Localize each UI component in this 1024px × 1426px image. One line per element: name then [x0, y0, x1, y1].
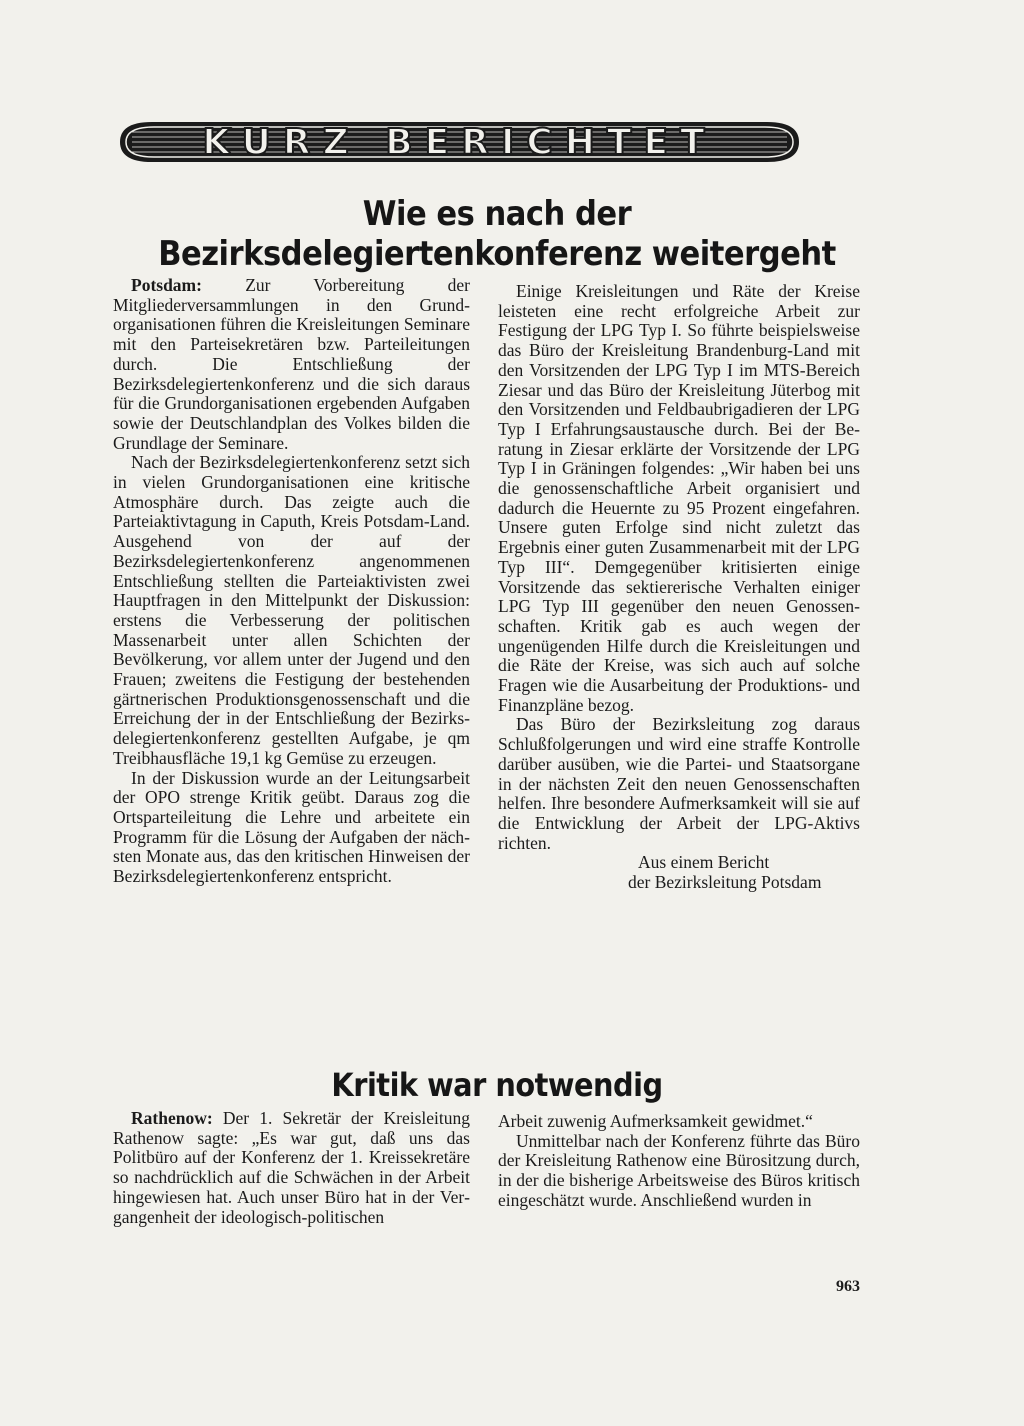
- article1-title-line1: Wie es nach der: [362, 194, 632, 234]
- article1-signature-line1: Aus einem Bericht: [638, 852, 770, 873]
- article1-column-left: [113, 276, 470, 887]
- article2-column-right: [498, 1112, 860, 1211]
- article2-paragraph: Der 1. Sekretär der Kreisleitung Rathenow sagte: „Es war gut, daß uns das Politbüro auf der Konferenz der 1. Kreissekretäre so nachdrücklich auf die Schwächen in der Arbeit hingewiesen hat. Auch unser Büro hat in der Vergangenheit der ideologisch-politischen: [113, 1108, 470, 1227]
- article1-title-line2: Bezirksdelegiertenkonferenz weitergeht: [158, 234, 836, 274]
- article1-signature-line2: der Bezirksleitung Potsdam: [628, 872, 822, 893]
- article2-location: Rathenow:: [131, 1108, 213, 1128]
- article1-paragraph: Das Büro der Bezirksleitung zog daraus Schlußfolgerungen und wird eine straffe Kontrolle darüber ausüben, wie die Partei- und Staatsorgane in der nächsten Zeit den neuen Genossenschaften helfen. Ihre besondere Aufmerksamkeit will sie auf die Entwicklung der Arbeit der LPG-Aktivs richten.: [498, 714, 860, 853]
- section-banner: [112, 118, 807, 166]
- article1-column-right: [498, 282, 860, 893]
- article1-location: Potsdam:: [131, 275, 202, 295]
- article1-paragraph: Einige Kreisleitungen und Räte der Kreise leisteten eine recht erfolgreiche Arbeit zur Festigung der LPG Typ I. So führte beispielsweise das Büro der Kreisleitung Brandenburg-Land mit den Vorsitzenden der LPG Typ I im MTS-Bereich Ziesar und das Büro der Kreisleitung Jüterbog mit den Vorsitzenden und Feldbaubrigadieren der LPG Typ I Erfahrungsaustausche durch. Bei der Beratung in Ziesar erklärte der Vorsitzende der LPG Typ I in Gräningen folgendes: „Wir haben bei uns die genossenschaftliche Arbeit organisiert und dadurch die Heuernte zu 95 Prozent eingefahren. Unsere guten Erfolge sind nicht zuletzt das Ergebnis einer guten Zusammenarbeit mit der LPG Typ III“. Demgegenüber kritisierten einige Vorsitzende das sektiererische Verhalten einiger LPG Typ III gegenüber den neuen Genossenschaften. Kritik gab es auch wegen der ungenügenden Hilfe durch die Kreisleitungen und die Räte der Kreise, was sich auch auf solche Fragen wie die Ausarbeitung der Produktions- und Finanzpläne bezog.: [498, 281, 860, 715]
- article2-paragraph: Arbeit zuwenig Aufmerksamkeit gewidmet.“: [498, 1111, 813, 1131]
- article1-paragraph: Nach der Bezirksdelegiertenkonferenz setzt sich in vielen Grundorganisationen eine kritische Atmosphäre durch. Das zeigte auch die Parteiaktivtagung in Caputh, Kreis Potsdam-Land. Ausgehend von der auf der Bezirksdelegiertenkonferenz angenommenen Entschließung stellten die Parteiaktivisten zwei Hauptfragen in den Mittelpunkt der Diskussion: erstens die Verbesserung der politischen Massenarbeit unter allen Schichten der Bevölkerung, vor allem unter der Jugend und den Frauen; zweitens die Festigung der bestehenden gärtnerischen Produktionsgenossenschaft und die Erreichung der in der Entschließung der Bezirksdelegiertenkonferenz gestellten Aufgabe, je qm Treibhausfläche 19,1 kg Gemüse zu erzeugen.: [113, 452, 470, 768]
- banner-title: KURZ BERICHTET: [202, 121, 717, 163]
- article2-paragraph: Unmittelbar nach der Konferenz führte das Büro der Kreisleitung Rathenow eine Bürositzung durch, in der die bisherige Arbeitsweise des Büros kritisch eingeschätzt wurde. Anschließend wurden in: [498, 1130, 860, 1210]
- article1-paragraph: Zur Vorbereitung der Mitgliederversammlungen in den Grundorganisationen führen die Kreisleitungen Seminare mit den Parteisekretären bzw. Parteileitungen durch. Die Entschließung der Bezirksdelegiertenkonferenz und die sich daraus für die Grundorganisationen ergebenden Aufgaben sowie der Deutschlandplan des Volkes bilden die Grundlage der Seminare.: [113, 275, 470, 453]
- article1-paragraph: In der Diskussion wurde an der Leitungsarbeit der OPO strenge Kritik geübt. Daraus zog die Ortsparteileitung die Lehre und arbeitete ein Programm für die Lösung der Aufgaben der nächsten Monate aus, das den kritischen Hinweisen der Bezirksdelegiertenkonferenz entspricht.: [113, 767, 470, 887]
- page-number: 963: [836, 1278, 860, 1295]
- article2-title: Kritik war notwendig: [331, 1066, 663, 1104]
- article2-column-left: [113, 1109, 470, 1227]
